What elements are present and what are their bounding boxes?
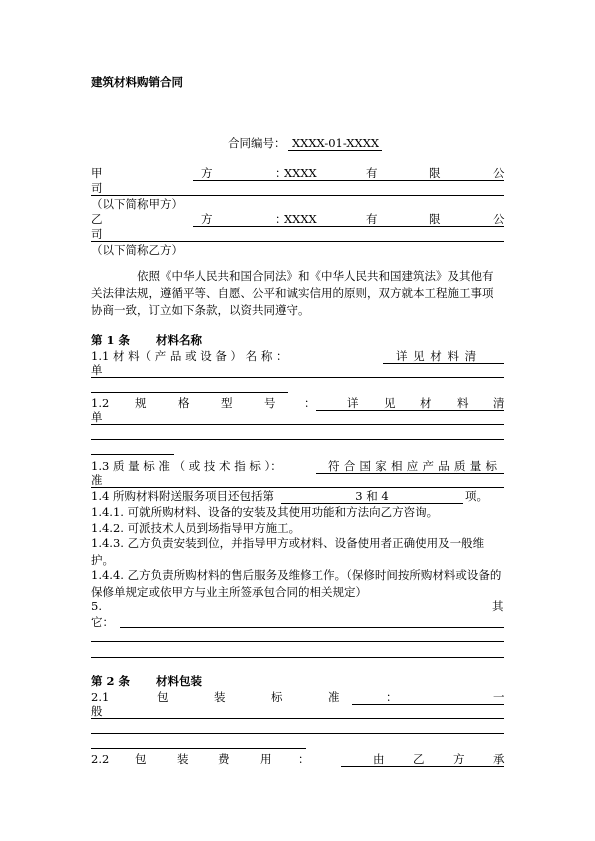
party-a-note: （以下简称甲方） bbox=[91, 197, 183, 211]
item-1-4-value: 3 和 4 bbox=[281, 489, 463, 504]
article-2-number: 第 2 条 bbox=[91, 674, 131, 688]
item-2-1-row bbox=[91, 690, 504, 704]
contract-number-value: XXXX-01-XXXX bbox=[288, 136, 382, 151]
party-b-underline-2 bbox=[91, 241, 504, 242]
party-b-colon: ： bbox=[275, 212, 287, 226]
article-2-name: 材料包装 bbox=[156, 674, 202, 688]
item-2-1-line-4 bbox=[91, 748, 306, 749]
item-1-2-colon: ： bbox=[304, 396, 316, 410]
item-2-2-underline bbox=[341, 766, 504, 767]
party-a-name-3: 限 bbox=[429, 166, 441, 180]
article-1-number: 第 1 条 bbox=[91, 333, 131, 347]
document-title: 建筑材料购销合同 bbox=[91, 75, 183, 89]
item-1-2-value-1: 详 bbox=[347, 396, 359, 410]
party-b-row bbox=[91, 212, 504, 226]
article-1-name: 材料名称 bbox=[156, 333, 202, 347]
party-a-row bbox=[91, 166, 504, 180]
item-1-2-char-b: 格 bbox=[178, 396, 190, 410]
item-1-1-line-2 bbox=[91, 377, 504, 378]
item-2-1-value: 一 bbox=[493, 690, 505, 704]
item-1-3-wrap: 准 bbox=[91, 473, 103, 487]
item-1-3-underline bbox=[316, 473, 504, 474]
contract-number-label: 合同编号： bbox=[228, 136, 286, 150]
party-b-underline bbox=[193, 226, 504, 227]
party-b-char-1: 乙 bbox=[91, 212, 103, 226]
item-2-2-char-b: 装 bbox=[177, 752, 189, 766]
item-1-3-value: 符 合 国 家 相 应 产 品 质 量 标 bbox=[328, 459, 498, 473]
party-a-name-wrap: 司 bbox=[91, 181, 103, 195]
item-5-end-char: 其 bbox=[492, 599, 504, 613]
item-5-line-2 bbox=[91, 641, 504, 642]
item-1-2-value-4: 料 bbox=[457, 396, 469, 410]
item-1-2-char-a: 规 bbox=[135, 396, 147, 410]
item-1-1-underline bbox=[383, 363, 504, 364]
party-b-name-4: 公 bbox=[493, 212, 505, 226]
item-2-1-char-a: 包 bbox=[157, 690, 169, 704]
party-a-colon: ： bbox=[275, 166, 287, 180]
item-2-2-char-c: 费 bbox=[218, 752, 230, 766]
item-2-1-line-2 bbox=[91, 718, 504, 719]
party-b-note: （以下简称乙方） bbox=[91, 243, 183, 257]
item-5-number: 5. bbox=[91, 599, 102, 613]
item-1-2-row bbox=[91, 396, 504, 410]
party-a-char-1: 甲 bbox=[91, 166, 103, 180]
item-1-2-char-c: 型 bbox=[221, 396, 233, 410]
party-a-name-4: 公 bbox=[493, 166, 505, 180]
item-1-2-line-4 bbox=[91, 454, 174, 455]
item-1-4-1: 1.4.1. 可就所购材料、设备的安装及其使用功能和方法向乙方咨询。 bbox=[91, 505, 439, 519]
item-2-1-line-3 bbox=[91, 733, 504, 734]
item-1-1-label: 1.1 材 料（ 产 品 或 设 备 ） 名 称 ： bbox=[91, 349, 288, 363]
item-2-1-char-b: 装 bbox=[214, 690, 226, 704]
preamble-paragraph: 依照《中华人民共和国合同法》和《中华人民共和国建筑法》及其他有关法律法规，遵循平等、自愿、公平和诚实信用的原则，双方就本工程施工事项协商一致，订立如下条款，以资共同遵守。 bbox=[91, 269, 494, 317]
item-1-1-value: 详 见 材 料 清 bbox=[396, 349, 478, 363]
item-1-3-label: 1.3 质 量 标 准 （ 或 技 术 指 标 ）： bbox=[91, 459, 282, 473]
party-b-char-2: 方 bbox=[201, 212, 213, 226]
item-2-1-number: 2.1 bbox=[91, 690, 110, 704]
item-2-1-char-c: 标 bbox=[271, 690, 283, 704]
item-1-2-char-d: 号 bbox=[264, 396, 276, 410]
item-1-2-wrap: 单 bbox=[91, 410, 103, 424]
item-1-2-line-3 bbox=[91, 439, 504, 440]
party-b-name-2: 有 bbox=[366, 212, 378, 226]
item-2-2-number: 2.2 bbox=[91, 752, 110, 766]
party-b-name-1: XXXX bbox=[284, 212, 317, 226]
item-2-1-wrap: 般 bbox=[91, 704, 103, 718]
item-2-2-char-a: 包 bbox=[135, 752, 147, 766]
item-2-1-colon: ： bbox=[386, 690, 398, 704]
item-1-4-suffix: 项。 bbox=[465, 489, 488, 503]
item-1-4-3: 1.4.3. 乙方负责安装到位，并指导甲方或材料、设备使用者正确使用及一般维护。 bbox=[91, 536, 485, 567]
item-5-line-3 bbox=[91, 657, 504, 658]
item-1-2-underline bbox=[316, 410, 504, 411]
item-1-2-number: 1.2 bbox=[91, 396, 110, 410]
item-1-2-value-2: 见 bbox=[384, 396, 396, 410]
item-1-2-line-2 bbox=[91, 424, 504, 425]
item-5-wrap: 它： bbox=[91, 615, 114, 629]
party-b-name-3: 限 bbox=[429, 212, 441, 226]
party-b-name-wrap: 司 bbox=[91, 227, 103, 241]
item-1-2-value-5: 清 bbox=[493, 396, 505, 410]
item-2-2-value-4: 承 bbox=[493, 752, 505, 766]
item-2-2-colon: ： bbox=[298, 752, 310, 766]
item-2-2-char-d: 用 bbox=[260, 752, 272, 766]
party-a-underline-2 bbox=[91, 195, 504, 196]
item-2-1-char-d: 准 bbox=[328, 690, 340, 704]
item-2-2-value-1: 由 bbox=[373, 752, 385, 766]
item-2-1-underline bbox=[352, 704, 504, 705]
item-1-4-4: 1.4.4. 乙方负责所购材料的售后服务及维修工作。（保修时间按所购材料或设备的保修单规定或依甲方与业主所签承包合同的相关规定） bbox=[91, 568, 502, 599]
party-a-name-2: 有 bbox=[366, 166, 378, 180]
item-2-2-value-3: 方 bbox=[453, 752, 465, 766]
item-2-2-value-2: 乙 bbox=[413, 752, 425, 766]
item-1-1-line-3 bbox=[91, 392, 288, 393]
party-a-name-1: XXXX bbox=[284, 166, 317, 180]
item-1-3-line-2 bbox=[91, 487, 504, 488]
item-1-1-wrap: 单 bbox=[91, 363, 103, 377]
item-2-2-row bbox=[91, 752, 504, 766]
item-1-2-value-3: 材 bbox=[420, 396, 432, 410]
party-a-underline bbox=[193, 180, 504, 181]
item-5-underline bbox=[120, 627, 504, 628]
item-1-4-prefix: 1.4 所购材料附送服务项目还包括第 bbox=[91, 489, 274, 503]
item-1-4-2: 1.4.2. 可派技术人员到场指导甲方施工。 bbox=[91, 521, 301, 535]
party-a-char-2: 方 bbox=[201, 166, 213, 180]
